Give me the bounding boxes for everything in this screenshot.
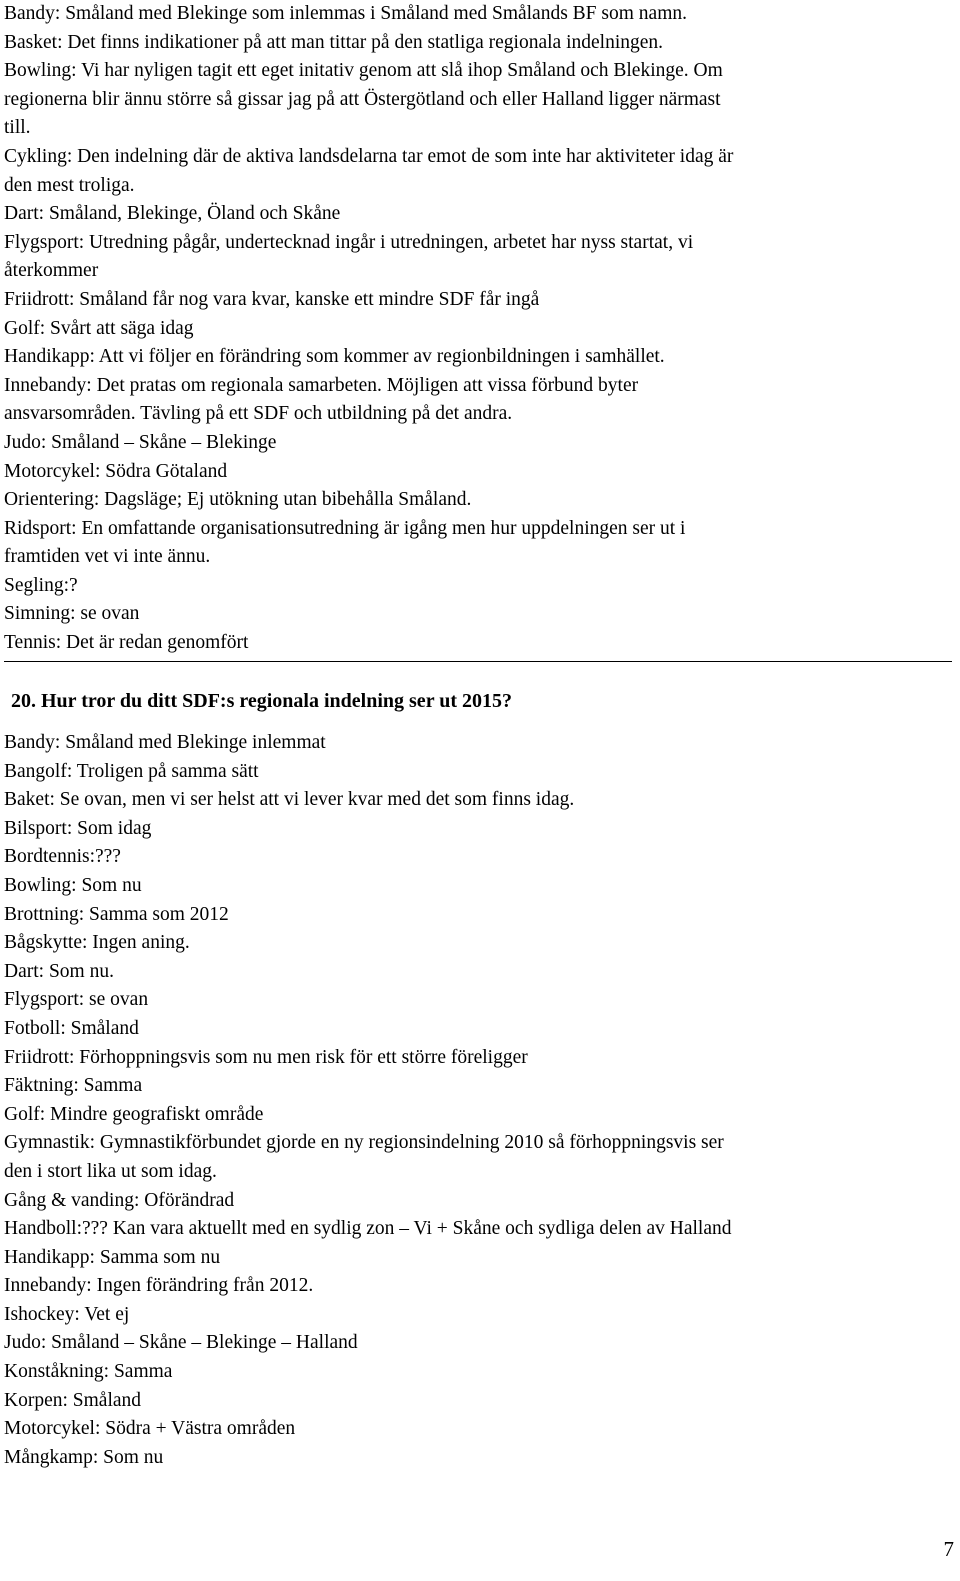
answer-line: Simning: se ovan [4,603,140,625]
answer-line: Bandy: Småland med Blekinge som inlemmas i Småland med Smålands BF som namn. [4,3,687,24]
answer-line: den mest troliga. [4,174,135,196]
answer-line: Innebandy: Det pratas om regionala samarbeten. Möjligen att vissa förbund byter [4,374,639,396]
answer-line: Judo: Småland – Skåne – Blekinge – Halland [4,1332,358,1354]
answer-line: Dart: Som nu. [4,960,114,982]
answer-line: Basket: Det finns indikationer på att man tittar på den statliga regionala indelningen. [4,31,664,53]
answer-line: Friidrott: Förhoppningsvis som nu men risk för ett större föreligger [4,1046,528,1068]
answer-line: Ridsport: En omfattande organisationsutredning är igång men hur uppdelningen ser ut i [4,517,686,539]
answer-line: Dart: Småland, Blekinge, Öland och Skåne [4,203,341,225]
answer-line: Orientering: Dagsläge; Ej utökning utan bibehålla Småland. [4,489,472,511]
answer-line: återkommer [4,260,99,282]
answer-line: Brottning: Samma som 2012 [4,903,229,925]
answer-line: Friidrott: Småland får nog vara kvar, kanske ett mindre SDF får ingå [4,288,540,310]
answer-line: Korpen: Småland [4,1389,142,1411]
answer-line: Handboll:??? Kan vara aktuellt med en sydlig zon – Vi + Skåne och sydliga delen av Halland [4,1218,732,1240]
answer-line: Bilsport: Som idag [4,817,152,839]
answer-line: Fotboll: Småland [4,1017,139,1039]
answer-line: Segling:? [4,574,78,596]
answer-line: Cykling: Den indelning där de aktiva landsdelarna tar emot de som inte har aktiviteter idag är [4,145,734,167]
answer-line: Innebandy: Ingen förändring från 2012. [4,1275,314,1297]
answer-line: Bowling: Vi har nyligen tagit ett eget initativ genom att slå ihop Småland och Blekinge. Om [4,60,723,82]
previous-question-answers [4,0,733,658]
answer-line: Judo: Småland – Skåne – Blekinge [4,431,277,453]
answer-line: ansvarsområden. Tävling på ett SDF och utbildning på det andra. [4,403,513,425]
answer-line: Bowling: Som nu [4,874,142,896]
answer-line: framtiden vet vi inte ännu. [4,546,211,568]
answer-line: Flygsport: Utredning pågår, undertecknad ingår i utredningen, arbetet har nyss startat, vi [4,231,694,253]
answer-line: Bangolf: Troligen på samma sätt [4,760,259,782]
answer-line: Mångkamp: Som nu [4,1446,164,1468]
answer-line: Golf: Mindre geografiskt område [4,1103,264,1125]
answer-line: Motorcykel: Södra Götaland [4,460,228,482]
answer-line: Handikapp: Att vi följer en förändring som kommer av regionbildningen i samhället. [4,346,665,368]
question-heading: 20. Hur tror du ditt SDF:s regionala indelning ser ut 2015? [11,690,512,712]
answer-line: Bordtennis:??? [4,846,121,868]
answer-line: Konståkning: Samma [4,1361,173,1383]
answer-line: den i stort lika ut som idag. [4,1160,217,1182]
answer-line: Golf: Svårt att säga idag [4,317,194,339]
answer-line: Gång & vanding: Oförändrad [4,1189,235,1211]
answer-line: Motorcykel: Södra + Västra områden [4,1418,296,1440]
answer-line: Ishockey: Vet ej [4,1303,130,1325]
answer-line: till. [4,117,31,139]
answer-line: Handikapp: Samma som nu [4,1246,221,1268]
answer-line: Flygsport: se ovan [4,989,149,1011]
answer-line: Bandy: Småland med Blekinge inlemmat [4,732,326,753]
question-20-answers [4,729,732,1472]
page-number: 7 [943,1537,954,1561]
answer-line: Tennis: Det är redan genomfört [4,632,249,654]
answer-line: Gymnastik: Gymnastikförbundet gjorde en ny regionsindelning 2010 så förhoppningsvis ser [4,1132,724,1154]
section-divider [4,661,952,662]
answer-line: Fäktning: Samma [4,1075,143,1097]
answer-line: Baket: Se ovan, men vi ser helst att vi lever kvar med det som finns idag. [4,789,575,811]
answer-line: Bågskytte: Ingen aning. [4,932,190,954]
answer-line: regionerna blir ännu större så gissar jag på att Östergötland och eller Halland ligger närmast [4,88,721,110]
